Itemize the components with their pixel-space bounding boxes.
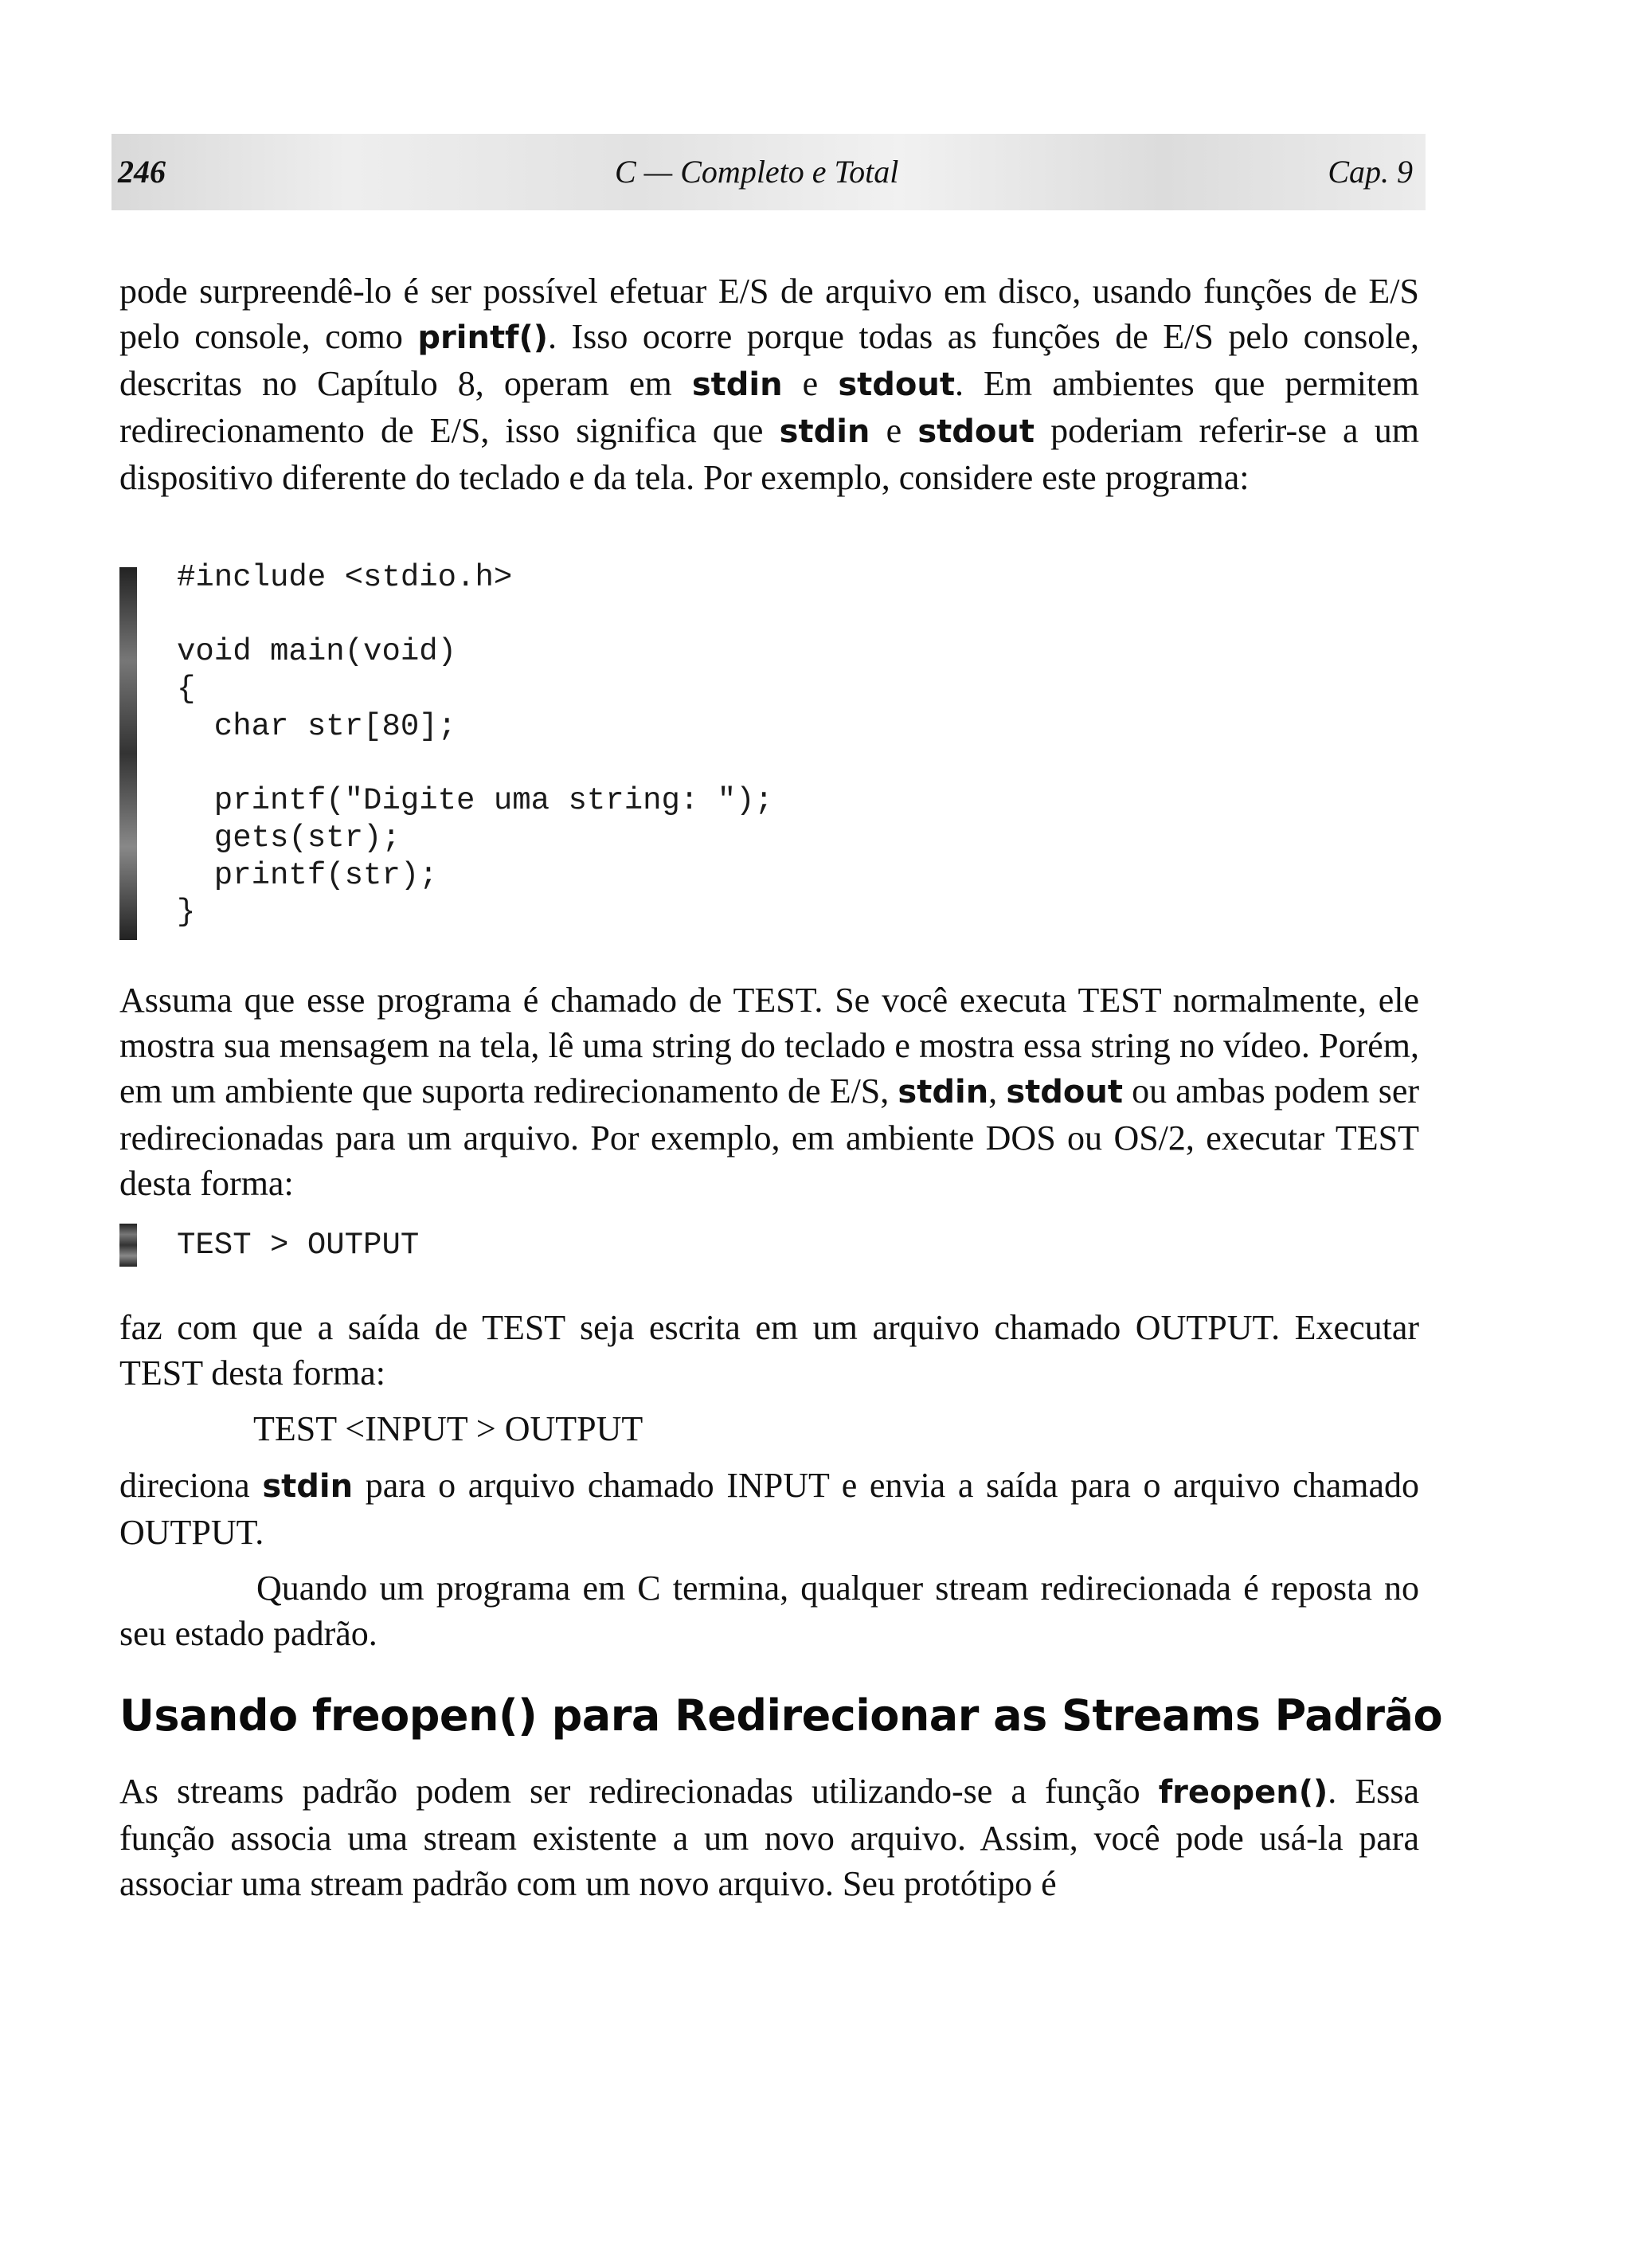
paragraph-freopen: As streams padrão podem ser redirecionadas utilizando-se a função freopen(). Essa função associa uma stream existente a um novo arquivo. Assim, você pode usá-la para associar uma stream padrão com um novo arquivo. Seu protótipo é: [119, 1772, 1419, 1903]
function-name: stdin: [779, 413, 870, 450]
paragraph-output-file: faz com que a saída de TEST seja escrita em um arquivo chamado OUTPUT. Executar TEST desta forma:: [119, 1308, 1419, 1393]
function-name: stdin: [898, 1074, 989, 1110]
chapter-label: Cap. 9: [1328, 154, 1413, 190]
function-name: stdin: [262, 1468, 354, 1505]
paragraph-test-program: Assuma que esse programa é chamado de TEST. Se você executa TEST normalmente, ele mostra sua mensagem na tela, lê uma string do teclado e mostra essa string no vídeo. Porém, em um ambiente que suporta redirecionamento de E/S, stdin, stdout ou ambas podem ser redirecionadas para um arquivo. Por exemplo, em ambiente DOS ou OS/2, executar TEST desta forma:: [119, 981, 1420, 1203]
function-name: freopen(): [1158, 1774, 1328, 1811]
paragraph-stdin-redirect: direciona stdin para o arquivo chamado INPUT e envia a saída para o arquivo chamado OUTPUT.: [119, 1466, 1419, 1552]
command-example-output: TEST > OUTPUT: [177, 1228, 420, 1263]
running-header: [111, 134, 1426, 210]
function-name: stdout: [1006, 1074, 1123, 1110]
function-name: stdin: [691, 366, 783, 403]
function-name: stdout: [838, 366, 955, 403]
command-example-input-output: TEST <INPUT > OUTPUT: [253, 1409, 643, 1448]
paragraph-stream-reset: Quando um programa em C termina, qualquer stream redirecionada é reposta no seu estado padrão.: [119, 1569, 1419, 1653]
book-title: C — Completo e Total: [615, 154, 899, 190]
page-number: 246: [118, 154, 166, 190]
section-heading: Usando freopen() para Redirecionar as Streams Padrão: [119, 1690, 1443, 1741]
function-name: printf(): [417, 319, 549, 356]
code-margin-bar: [119, 567, 137, 940]
code-listing: #include <stdio.h> void main(void) { char str[80]; printf("Digite uma string: "); gets(str); printf(str); }: [177, 560, 773, 930]
paragraph-intro: pode surpreendê-lo é ser possível efetuar E/S de arquivo em disco, usando funções de E/S pelo console, como printf(). Isso ocorre porque todas as funções de E/S pelo console, descritas no Capítulo 8, operam em stdin e stdout. Em ambientes que permitem redirecionamento de E/S, isso significa que stdin e stdout poderiam referir-se a um dispositivo diferente do teclado e da tela. Por exemplo, considere este programa:: [119, 272, 1420, 497]
command-margin-bar: [119, 1224, 137, 1267]
function-name: stdout: [917, 413, 1035, 450]
